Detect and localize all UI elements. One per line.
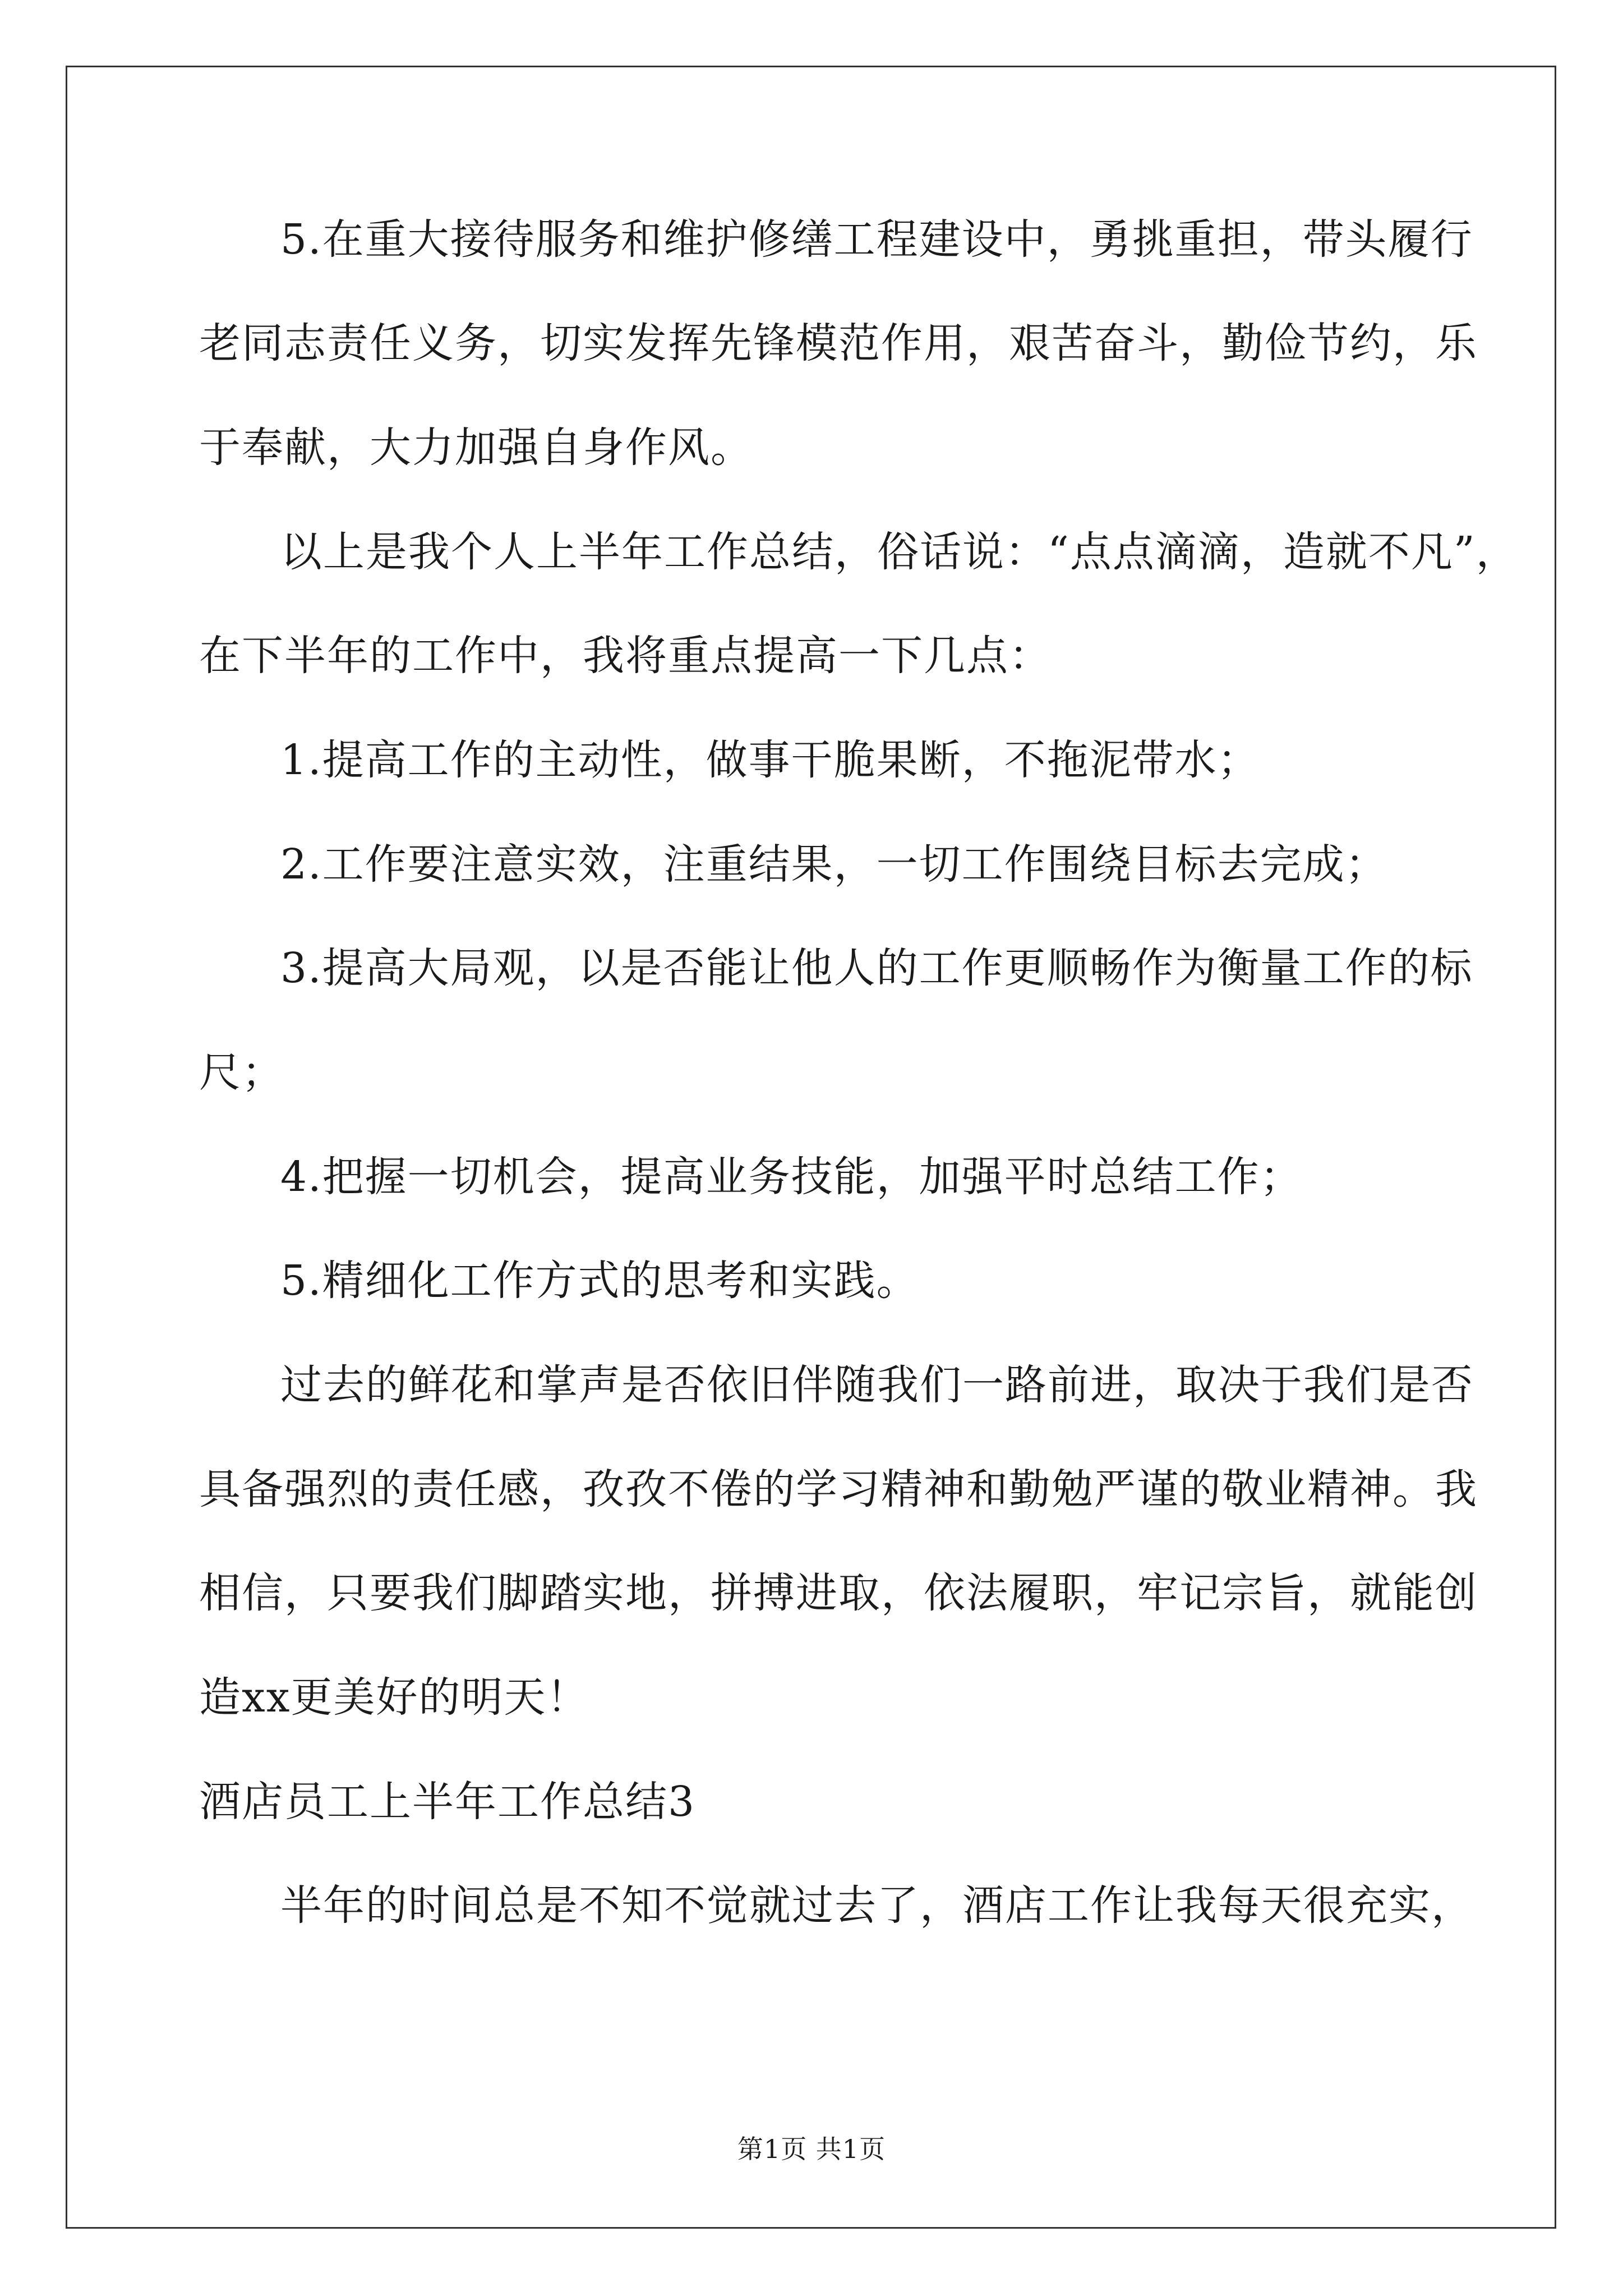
- paragraph-line: 具备强烈的责任感，孜孜不倦的学习精神和勤勉严谨的敬业精神。我: [199, 1465, 1478, 1513]
- list-item: 5.精细化工作方式的思考和实践。: [280, 1257, 919, 1305]
- paragraph-line: 相信，只要我们脚踏实地，拼搏进取，依法履职，牢记宗旨，就能创: [199, 1569, 1478, 1617]
- paragraph-line: 在下半年的工作中，我将重点提高一下几点：: [199, 632, 1052, 680]
- paragraph-line: 过去的鲜花和掌声是否依旧伴随我们一路前进，取决于我们是否: [280, 1361, 1474, 1409]
- list-item: 4.把握一切机会，提高业务技能，加强平时总结工作；: [280, 1153, 1303, 1201]
- list-item: 2.工作要注意实效，注重结果，一切工作围绕目标去完成；: [280, 840, 1388, 889]
- paragraph-line: 老同志责任义务，切实发挥先锋模范作用，艰苦奋斗，勤俭节约，乐: [199, 319, 1478, 367]
- paragraph-line: 以上是我个人上半年工作总结，俗话说：“点点滴滴，造就不凡”，: [280, 528, 1519, 576]
- paragraph-line: 于奉献，大力加强自身作风。: [199, 424, 753, 472]
- page-number-footer: 第1页 共1页: [737, 2134, 886, 2164]
- list-item: 1.提高工作的主动性，做事干脆果断，不拖泥带水；: [280, 736, 1260, 784]
- paragraph-line: 半年的时间总是不知不觉就过去了，酒店工作让我每天很充实，: [280, 1881, 1474, 1930]
- list-item-continuation: 尺；: [199, 1048, 284, 1097]
- section-heading: 酒店员工上半年工作总结3: [199, 1778, 696, 1826]
- paragraph-line: 造xx更美好的明天！: [199, 1673, 589, 1722]
- paragraph-line: 5.在重大接待服务和维护修缮工程建设中，勇挑重担，带头履行: [280, 215, 1473, 264]
- list-item: 3.提高大局观，以是否能让他人的工作更顺畅作为衡量工作的标: [280, 944, 1473, 992]
